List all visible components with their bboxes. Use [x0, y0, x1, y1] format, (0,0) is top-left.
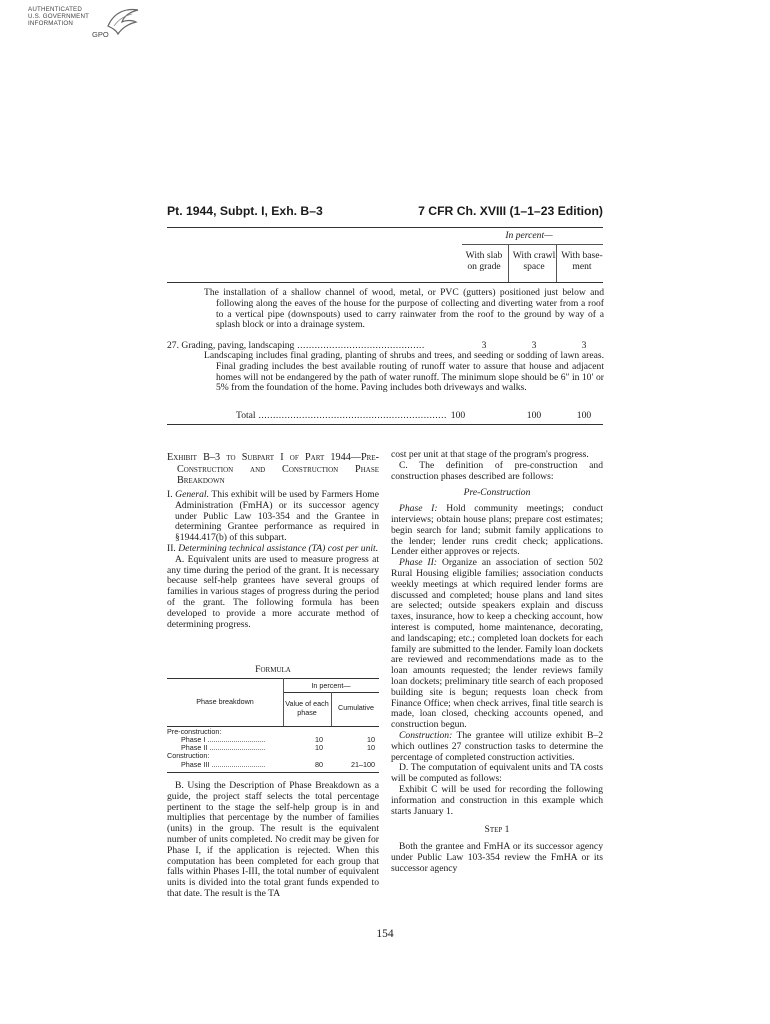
step-1-paragraph: Both the grantee and FmHA or its successor agency under Public Law 103-354 review the FmHA or its successor agency [391, 841, 603, 874]
paragraph-c: C. The definition of pre-construction and construction phases described are follows: [391, 459, 603, 482]
formula-top-rule [167, 678, 379, 679]
paragraph-d-example: Exhibit C will be used for recording the following information and construction in this example which starts January 1. [391, 783, 603, 817]
right-column [391, 450, 603, 874]
seal-text: AUTHENTICATED U.S. GOVERNMENT INFORMATION [28, 6, 90, 27]
formula-group-header: In percent— [311, 681, 351, 690]
formula-row-cumulative: 21–100 [351, 760, 375, 769]
formula-row-label: Phase II ............................ [181, 743, 266, 752]
left-column-continued [167, 781, 379, 900]
item-27-crawl: 3 [531, 340, 537, 351]
item-27-slab: 3 [481, 340, 487, 351]
leader-dots: ............................................ [294, 340, 425, 351]
leader-dots: ................................................................. [255, 410, 447, 421]
formula-title: Formula [255, 664, 291, 675]
landscaping-description: Landscaping includes final grading, planting of shrubs and trees, and seeding or sodding of lawn areas. Final grading includes the best available routing of runoff water to assure that house and adjacent homes will not be endangered by the path of water runoff. The minimum slope should be 6″ in 10′ or 5% from the foundation of the home. Paving includes both driveways and walks. [204, 350, 604, 394]
table-row-total [236, 410, 447, 421]
formula-row-value: 80 [315, 760, 323, 769]
formula-row-cumulative: 10 [367, 735, 375, 744]
total-crawl: 100 [526, 410, 542, 421]
formula-row-value: 10 [315, 743, 323, 752]
running-header-right: 7 CFR Ch. XVIII (1–1–23 Edition) [418, 204, 603, 218]
paragraph-a: A. Equivalent units are used to measure progress at any time during the period of the grant. It is necessary because self-help grantees have several groups of families in various stages of progress during the period of the grant. The following formula has been developed to provide a more accurate method of determining progress. [167, 553, 379, 630]
item-27-basement: 3 [581, 340, 587, 351]
paragraph-d: D. The computation of equivalent units and TA costs will be computed as follows: [391, 762, 603, 785]
formula-divider [283, 678, 284, 726]
formula-row-cumulative: 10 [367, 743, 375, 752]
table-header-rule [167, 282, 603, 283]
running-header-left: Pt. 1944, Subpt. I, Exh. B–3 [167, 204, 323, 218]
section-general: I. General. This exhibit will be used by Farmers Home Administration (FmHA) or its successor agency under Public Law 103-354 and the Grantee in determining Grantee performance as required in §1944.417(b) of this subpart. [167, 489, 379, 544]
eagle-icon [104, 6, 140, 38]
gpo-authentication-seal [28, 6, 140, 42]
formula-header-cumulative: Cumulative [338, 703, 374, 712]
total-label: Total [236, 410, 256, 421]
total-slab: 100 [450, 410, 466, 421]
page-number: 154 [376, 928, 394, 940]
step-1-heading: Step 1 [484, 824, 510, 836]
total-basement: 100 [576, 410, 592, 421]
table-bottom-rule [167, 424, 603, 425]
heading-pre-construction: Pre-Construction [463, 487, 531, 499]
formula-header-value: Value of each phase [285, 699, 329, 717]
item-27-label: 27. Grading, paving, landscaping [167, 340, 295, 351]
phase-2-paragraph: Phase II: Organize an association of section 502 Rural Housing eligible families; association conducts weekly meetings at which required lender forms are discussed and completed; house plans and land sites are selected; outside speakers explain and discuss taxes, insurance, how to keep a checking account, how interest is computed, home maintenance, decorating, and landscaping; etc.; completed loan dockets for each family are submitted to the lender. Family loan dockets are reviewed and recommendations made as to the loan amounts requested; the lender reviews family loan dockets; preliminary title search of each proposed building site is begun; requests loan check from Finance Office; when check arrives, final title search is made, loan closed, checking accounts opened, and construction begun. [391, 557, 603, 731]
exhibit-title: Exhibit B–3 to Subpart I of Part 1944—Pre-Construction and Construction Phase Breakdown [167, 452, 379, 486]
column-header-slab: With slab on grade [465, 250, 503, 272]
column-header-basement: With base- ment [561, 250, 603, 272]
construction-paragraph: Construction: The grantee will utilize exhibit B–2 which outlines 27 construction tasks to determine the percentage of completed construction activities. [391, 729, 603, 763]
formula-divider [331, 692, 332, 726]
paragraph-b: B. Using the Description of Phase Breakdown as a guide, the project staff selects the total percentage pertinent to the stage the self-help group is in and multiplies that percentage by the number of families (units) in the group. The result is the equivalent number of units completed. No credit may be given for Phase I, if the application is rejected. When this computation has been completed for each group that falls within Phases I-III, the total number of equivalent units is divided into the total grant funds expended to that date. The result is the TA [167, 780, 379, 899]
left-column [167, 490, 379, 630]
column-header-crawl: With crawl space [512, 250, 556, 272]
formula-section-pre: Pre-construction: [167, 727, 222, 736]
phase-1-paragraph: Phase I: Hold community meetings; conduct interviews; obtain house plans; prepare cost estimates; begin search for land; submit family applications to the lender; lender runs credit check; applications. Lender either approves or rejects. [391, 503, 604, 558]
table-top-rule [167, 227, 603, 228]
section-ta-cost: II. Determining technical assistance (TA) cost per unit. [167, 542, 379, 554]
table-col-divider [508, 244, 509, 282]
formula-row-label: Phase I ............................. [181, 735, 266, 744]
formula-header-phase: Phase breakdown [196, 697, 254, 706]
gpo-mark: GPO [92, 30, 109, 39]
table-group-rule [462, 244, 603, 245]
formula-row-value: 10 [315, 735, 323, 744]
formula-row-label: Phase III ........................... [181, 760, 266, 769]
formula-section-construction: Construction: [167, 751, 210, 760]
ta-cost-continuation: cost per unit at that stage of the program's progress. [391, 449, 589, 460]
formula-bottom-rule [167, 772, 379, 773]
gutter-description: The installation of a shallow channel of wood, metal, or PVC (gutters) positioned just below and following along the eaves of the house for the purpose of collecting and diverting water from a roof to a vertical pipe (downspouts) used to carry rainwater from the roof to the ground by way of a splash block or into a drainage system. [204, 287, 604, 331]
table-group-header: In percent— [505, 230, 553, 241]
